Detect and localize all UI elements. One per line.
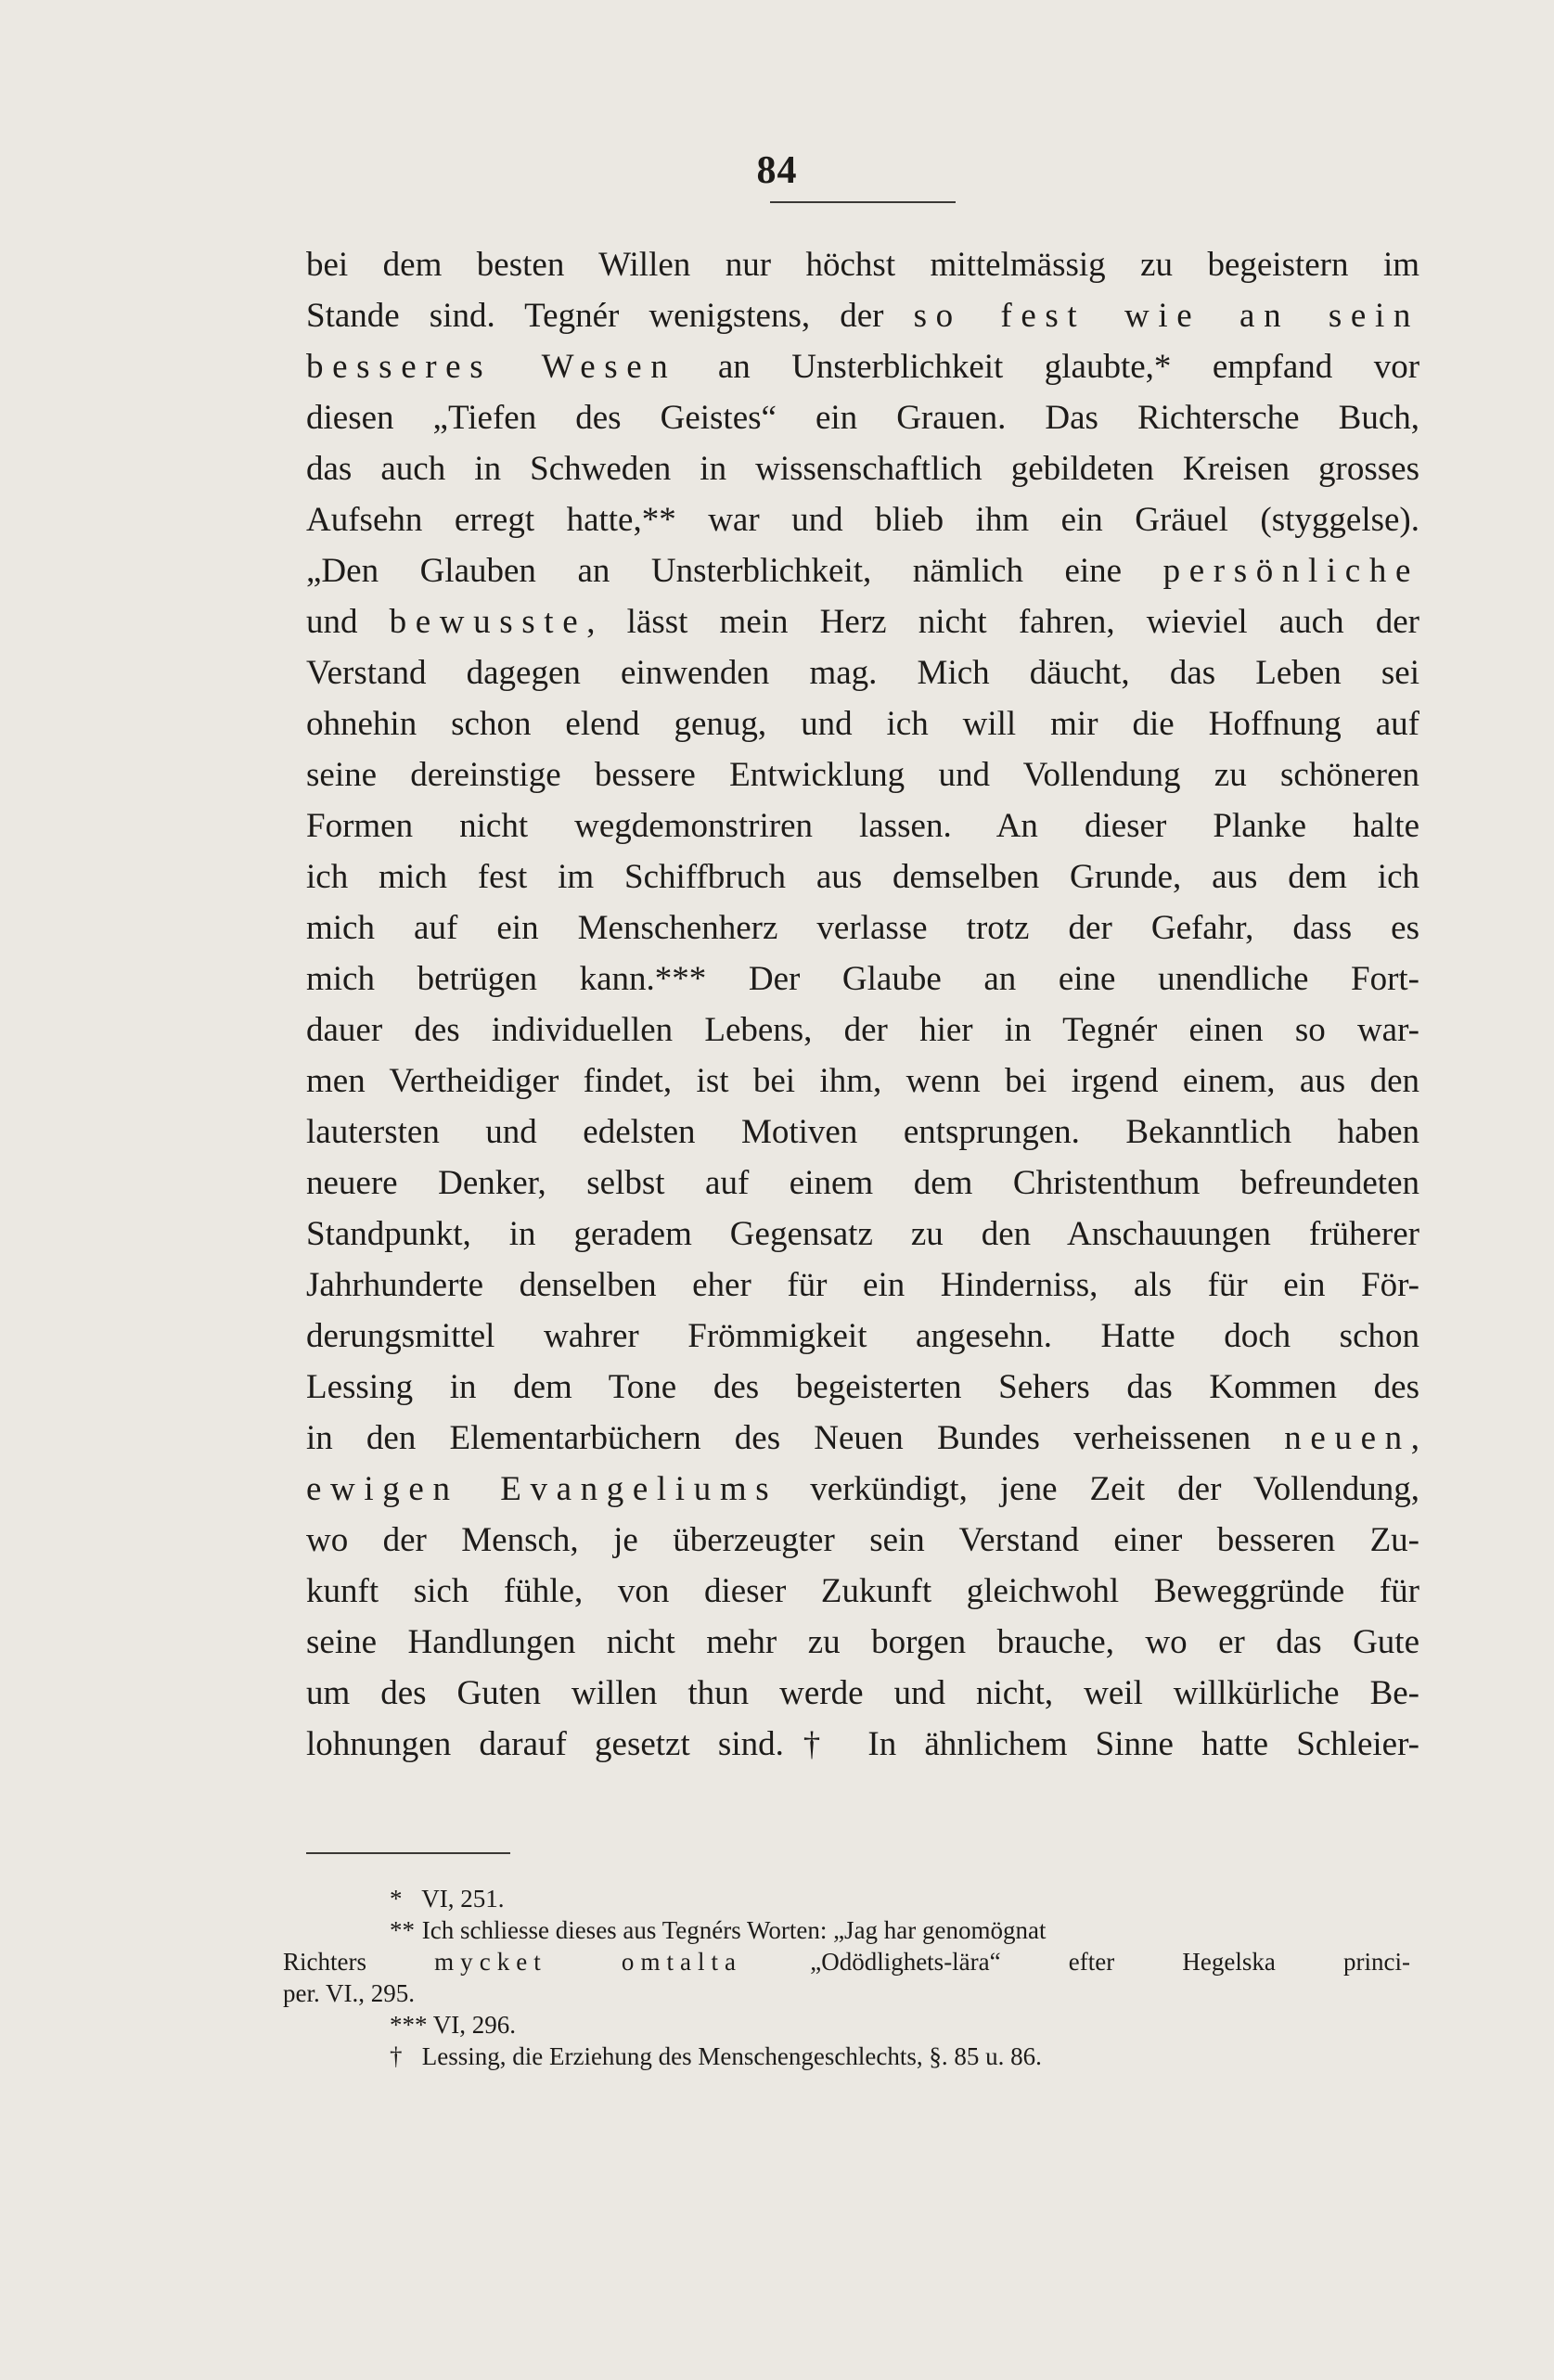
body-line	[306, 1668, 1419, 1719]
body-text-run: bei dem besten Willen nur höchst mittelmässig zu begeistern im	[306, 246, 1419, 284]
body-line	[306, 1056, 1419, 1107]
body-text-run: lautersten und edelsten Motiven entsprungen. Bekanntlich haben	[306, 1113, 1419, 1151]
body-text-run: „Den Glauben an Unsterblichkeit, nämlich eine	[306, 552, 1163, 590]
spaced-text: persönliche	[1162, 552, 1419, 590]
body-text-run: an Unsterblichkeit glaubte,* empfand vor	[676, 348, 1419, 386]
body-line	[306, 1004, 1419, 1056]
footnote-2-text-line-2-end: „Odödlighets-lära“ efter Hegelska princi-	[742, 1948, 1410, 1976]
body-text	[306, 239, 1419, 1770]
footnote-2-line-2	[283, 1946, 1410, 1977]
body-line	[306, 392, 1419, 443]
footnote-4-mark: †	[390, 2042, 403, 2070]
body-line	[306, 1566, 1419, 1617]
body-text-run: Jahrhunderte denselben eher für ein Hinderniss, als für ein För-	[306, 1266, 1419, 1304]
body-text-run: Verstand dagegen einwenden mag. Mich däucht, das Leben sei	[306, 654, 1419, 692]
body-line	[306, 902, 1419, 953]
body-text-run: mich betrügen kann.*** Der Glaube an eine unendliche Fort-	[306, 960, 1419, 998]
body-line	[306, 443, 1419, 494]
spaced-text: neuen	[1284, 1419, 1411, 1457]
body-line	[306, 698, 1419, 749]
body-text-run: men Vertheidiger findet, ist bei ihm, wenn bei irgend einem, aus den	[306, 1062, 1419, 1100]
body-line	[306, 1311, 1419, 1362]
footnote-4-text: Lessing, die Erziehung des Menschengeschlechts, §. 85 u. 86.	[421, 2042, 1042, 2070]
spaced-text: so fest wie an sein	[913, 297, 1419, 335]
body-line	[306, 341, 1419, 392]
body-text-run: , lässt mein Herz nicht fahren, wieviel auch der	[586, 603, 1419, 641]
body-line	[306, 1107, 1419, 1158]
body-text-run: das auch in Schweden in wissenschaftlich gebildeten Kreisen grosses	[306, 450, 1419, 488]
body-line	[306, 800, 1419, 851]
body-line	[306, 290, 1419, 341]
body-text-run: ich mich fest im Schiffbruch aus demselben Grunde, aus dem ich	[306, 858, 1419, 896]
body-line	[306, 1413, 1419, 1464]
body-line	[306, 1515, 1419, 1566]
spaced-text: bewusste	[389, 603, 587, 641]
body-text-run: Stande sind. Tegnér wenigstens, der	[306, 297, 914, 335]
footnote-rule	[306, 1852, 510, 1854]
body-line	[306, 749, 1419, 800]
body-text-run: kunft sich fühle, von dieser Zukunft gleichwohl Beweggründe für	[306, 1572, 1419, 1610]
body-text-run: Lessing in dem Tone des begeisterten Sehers das Kommen des	[306, 1368, 1419, 1406]
body-line	[306, 953, 1419, 1004]
spaced-text: ewigen Evangeliums	[306, 1470, 778, 1508]
body-text-run: neuere Denker, selbst auf einem dem Christenthum befreundeten	[306, 1164, 1419, 1202]
footnote-2-line-3	[283, 1977, 1410, 2009]
body-line	[306, 596, 1419, 647]
spaced-text: besseres Wesen	[306, 348, 677, 386]
body-text-run: Aufsehn erregt hatte,** war und blieb ihm ein Gräuel (styggelse).	[306, 501, 1419, 539]
body-text-run: verkündigt, jene Zeit der Vollendung,	[777, 1470, 1419, 1508]
footnote-2-text-line-1: Ich schliesse dieses aus Tegnérs Worten: „Jag har genomögnat	[421, 1916, 1047, 1944]
body-text-run: lohnungen darauf gesetzt sind.† In ähnlichem Sinne hatte Schleier-	[306, 1725, 1419, 1763]
footnote-3-mark: ***	[390, 2011, 428, 2039]
footnotes	[283, 1883, 1410, 2072]
footnote-1	[283, 1883, 1410, 1914]
body-line	[306, 1362, 1419, 1413]
body-line	[306, 647, 1419, 698]
body-text-run: seine dereinstige bessere Entwicklung und Vollendung zu schöneren	[306, 756, 1419, 794]
body-text-run: ohnehin schon elend genug, und ich will mir die Hoffnung auf	[306, 705, 1419, 743]
body-text-run: derungsmittel wahrer Frömmigkeit angesehn. Hatte doch schon	[306, 1317, 1419, 1355]
body-text-run: diesen „Tiefen des Geistes“ ein Grauen. Das Richtersche Buch,	[306, 399, 1419, 437]
footnote-3-text: VI, 296.	[432, 2011, 517, 2039]
footnote-1-text: VI, 251.	[421, 1885, 505, 1913]
body-line	[306, 494, 1419, 545]
body-line	[306, 1260, 1419, 1311]
body-text-run: wo der Mensch, je überzeugter sein Verstand einer besseren Zu-	[306, 1521, 1419, 1559]
body-text-run: und	[306, 603, 390, 641]
body-line	[306, 239, 1419, 290]
body-text-run: in den Elementarbüchern des Neuen Bundes verheissenen	[306, 1419, 1285, 1457]
body-line	[306, 1464, 1419, 1515]
body-line	[306, 1617, 1419, 1668]
footnote-3	[283, 2009, 1410, 2041]
header-rule	[770, 201, 956, 203]
footnote-2-spaced-text: mycket omtalta	[434, 1948, 743, 1976]
body-text-run: seine Handlungen nicht mehr zu borgen brauche, wo er das Gute	[306, 1623, 1419, 1661]
footnote-1-mark: *	[390, 1885, 403, 1913]
body-text-run: Formen nicht wegdemonstriren lassen. An dieser Planke halte	[306, 807, 1419, 845]
body-text-run: Standpunkt, in geradem Gegensatz zu den Anschauungen früherer	[306, 1215, 1419, 1253]
body-line	[306, 545, 1419, 596]
body-text-run: um des Guten willen thun werde und nicht, weil willkürliche Be-	[306, 1674, 1419, 1712]
page-number: 84	[756, 149, 798, 192]
body-line	[306, 1158, 1419, 1209]
body-text-run: ,	[1410, 1419, 1419, 1457]
body-text-run: mich auf ein Menschenherz verlasse trotz der Gefahr, dass es	[306, 909, 1419, 947]
body-line	[306, 1719, 1419, 1770]
body-text-run: dauer des individuellen Lebens, der hier in Tegnér einen so war-	[306, 1011, 1419, 1049]
footnote-2-text-line-3: per. VI., 295.	[283, 1979, 415, 2007]
footnote-2-mark: **	[390, 1916, 415, 1944]
body-line	[306, 851, 1419, 902]
footnote-4	[283, 2041, 1410, 2072]
footnote-2-text-line-2-start: Richters	[283, 1948, 435, 1976]
body-line	[306, 1209, 1419, 1260]
footnote-2-line-1	[283, 1914, 1410, 1946]
